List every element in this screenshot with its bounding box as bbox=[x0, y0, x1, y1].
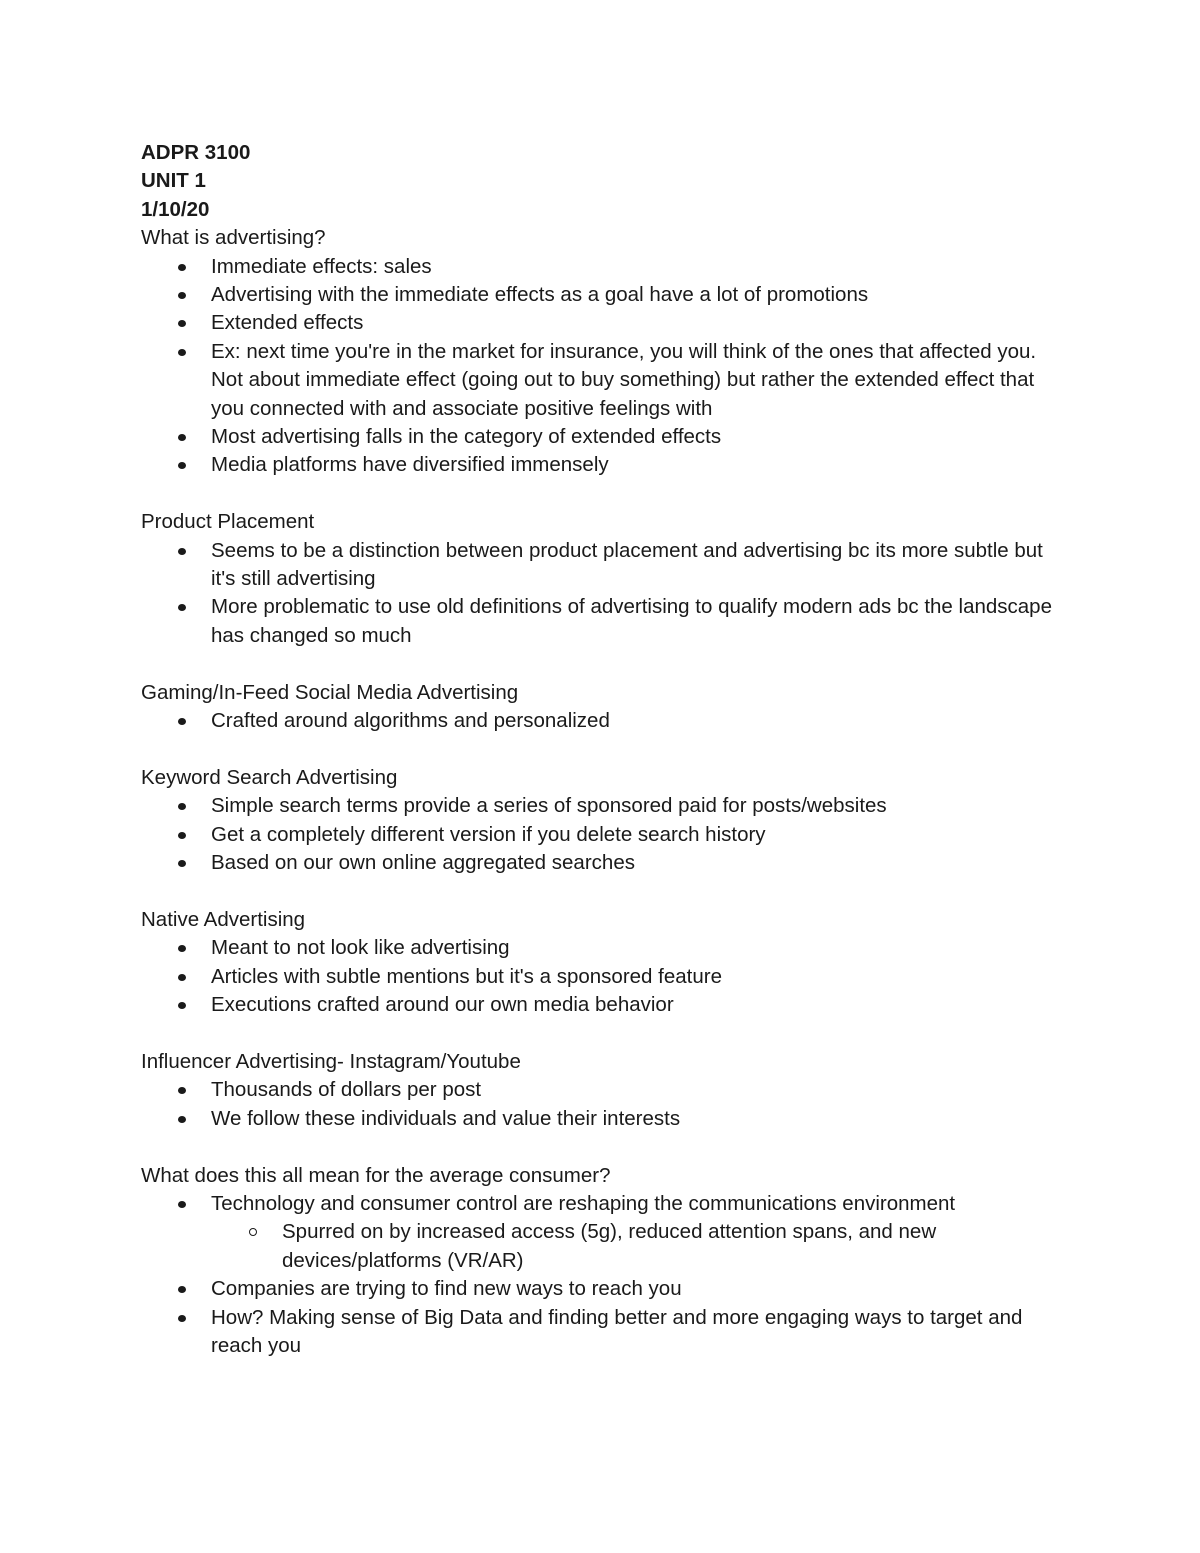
section-native-advertising bbox=[141, 906, 1061, 1020]
list-item: We follow these individuals and value their interests bbox=[141, 1105, 1061, 1133]
list-item: Extended effects bbox=[141, 309, 1061, 337]
section-what-is-advertising bbox=[141, 224, 1061, 480]
list-item: How? Making sense of Big Data and finding better and more engaging ways to target and reach you bbox=[141, 1304, 1061, 1361]
list-item: Immediate effects: sales bbox=[141, 253, 1061, 281]
list-item: Seems to be a distinction between product placement and advertising bc its more subtle but it's still advertising bbox=[141, 537, 1061, 594]
list-item: Most advertising falls in the category of extended effects bbox=[141, 423, 1061, 451]
note-date: 1/10/20 bbox=[141, 197, 210, 221]
bullet-list bbox=[141, 707, 1061, 735]
section-heading: What is advertising? bbox=[141, 226, 326, 250]
section-heading: What does this all mean for the average consumer? bbox=[141, 1163, 611, 1187]
list-item: Advertising with the immediate effects as a goal have a lot of promotions bbox=[141, 281, 1061, 309]
bullet-list bbox=[141, 253, 1061, 480]
section-heading: Product Placement bbox=[141, 510, 315, 534]
section-heading: Native Advertising bbox=[141, 907, 306, 931]
sub-list-item: Spurred on by increased access (5g), reduced attention spans, and new devices/platforms (VR/AR) bbox=[211, 1218, 1061, 1275]
section-heading: Influencer Advertising- Instagram/Youtube bbox=[141, 1049, 521, 1073]
list-item: Ex: next time you're in the market for insurance, you will think of the ones that affected you. Not about immediate effect (going out to buy something) but rather the extended effect that you connected with and associate positive feelings with bbox=[141, 338, 1061, 423]
section-influencer-advertising bbox=[141, 1048, 1061, 1133]
list-item: Crafted around algorithms and personalized bbox=[141, 707, 1061, 735]
section-gaming-social-media bbox=[141, 679, 1061, 736]
list-item: Based on our own online aggregated searches bbox=[141, 849, 1061, 877]
bullet-list bbox=[141, 1190, 1061, 1360]
section-heading: Keyword Search Advertising bbox=[141, 765, 398, 789]
list-item: Companies are trying to find new ways to reach you bbox=[141, 1275, 1061, 1303]
list-item-text: Technology and consumer control are reshaping the communications environment bbox=[211, 1191, 956, 1215]
list-item: Simple search terms provide a series of sponsored paid for posts/websites bbox=[141, 792, 1061, 820]
bullet-list bbox=[141, 792, 1061, 877]
list-item: More problematic to use old definitions of advertising to qualify modern ads bc the landscape has changed so much bbox=[141, 593, 1061, 650]
bullet-list bbox=[141, 537, 1061, 651]
section-keyword-search bbox=[141, 764, 1061, 878]
list-item: Articles with subtle mentions but it's a sponsored feature bbox=[141, 963, 1061, 991]
section-average-consumer bbox=[141, 1162, 1061, 1361]
course-title: ADPR 3100 bbox=[141, 141, 251, 164]
list-item: Meant to not look like advertising bbox=[141, 934, 1061, 962]
document-page bbox=[141, 139, 1061, 1389]
list-item bbox=[141, 1190, 1061, 1275]
section-product-placement bbox=[141, 508, 1061, 650]
list-item: Media platforms have diversified immensely bbox=[141, 451, 1061, 479]
list-item: Get a completely different version if you delete search history bbox=[141, 821, 1061, 849]
unit-title: UNIT 1 bbox=[141, 169, 206, 193]
bullet-list bbox=[141, 934, 1061, 1019]
list-item: Executions crafted around our own media behavior bbox=[141, 991, 1061, 1019]
section-heading: Gaming/In-Feed Social Media Advertising bbox=[141, 680, 519, 704]
list-item: Thousands of dollars per post bbox=[141, 1076, 1061, 1104]
bullet-list bbox=[141, 1076, 1061, 1133]
sub-bullet-list bbox=[211, 1218, 1061, 1275]
